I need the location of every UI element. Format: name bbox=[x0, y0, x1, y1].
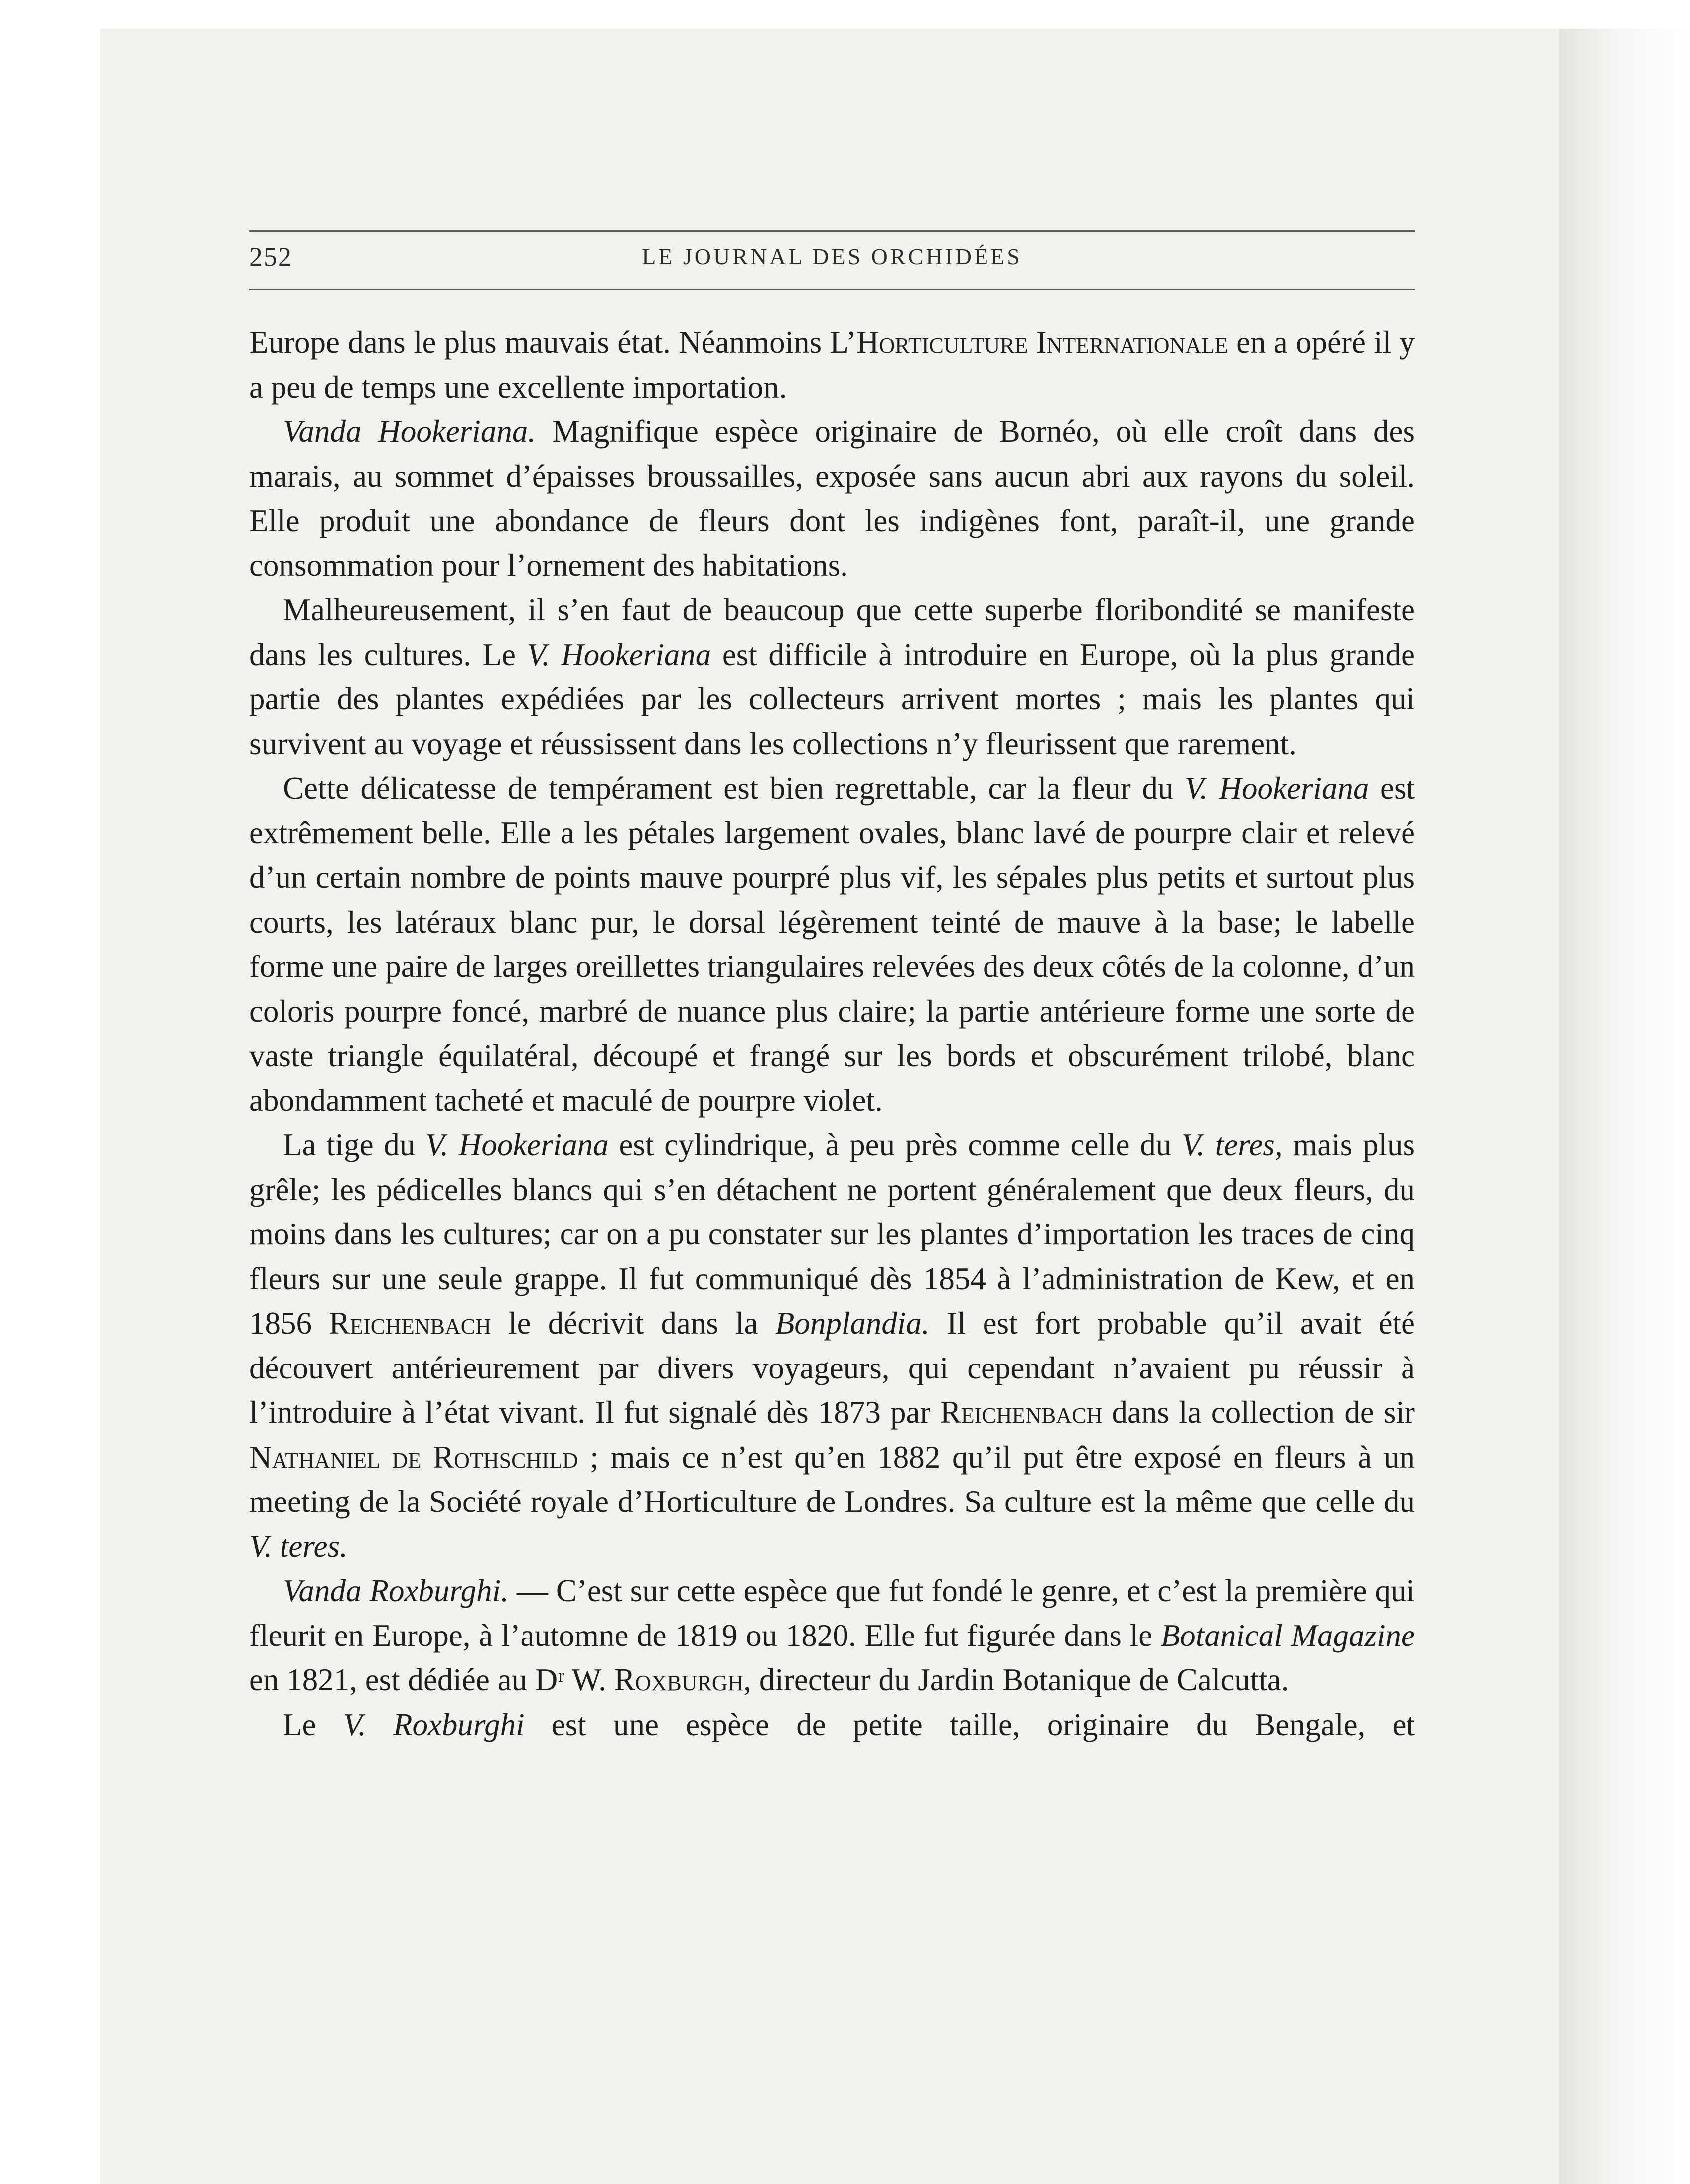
paragraph-roxburghi-description bbox=[249, 1703, 1415, 1748]
italic-term: V. teres, bbox=[1181, 1127, 1283, 1162]
text-run: mais plus grêle; les pédicelles blancs qui s’en détachent ne portent généralement que deux fleurs, du moins dans les cultures; car on a pu constater sur les plantes d’importation les traces de cinq fleurs sur une seule grappe. Il fut communiqué dès 1854 à l’administration de Kew, et en 1856 bbox=[249, 1127, 1415, 1341]
small-caps-name: Nathaniel de Rothschild bbox=[249, 1439, 578, 1475]
text-run: , directeur du Jardin Botanique de Calcutta. bbox=[743, 1662, 1289, 1697]
text-run: dans la collection de sir bbox=[1102, 1395, 1415, 1430]
page-edge-shadow bbox=[1559, 29, 1690, 2184]
paragraph-cultivation bbox=[249, 588, 1415, 766]
paragraph-stem-history bbox=[249, 1123, 1415, 1569]
text-run: le décrivit dans la bbox=[491, 1306, 775, 1341]
running-title: LE JOURNAL DES ORCHIDÉES bbox=[642, 244, 1022, 269]
small-caps-name: Reichenbach bbox=[940, 1395, 1103, 1430]
text-run: est une espèce de petite taille, originaire du Bengale, et bbox=[524, 1707, 1415, 1742]
italic-term: V. Roxburghi bbox=[343, 1707, 525, 1742]
text-run: Magnifique espèce originaire de Bornéo, où elle croît dans des marais, au sommet d’épaisses broussailles, exposée sans aucun abri aux rayons du soleil. Elle produit une abondance de fleurs dont les indigènes font, paraît-il, une grande consommation pour l’ornement des habitations. bbox=[249, 414, 1415, 583]
paragraph-flower-description bbox=[249, 766, 1415, 1123]
text-run: Le bbox=[283, 1707, 343, 1742]
paragraph-vanda-roxburghi bbox=[249, 1569, 1415, 1703]
page-number: 252 bbox=[249, 242, 292, 272]
paragraph-vanda-hookeriana bbox=[249, 410, 1415, 588]
text-run: est extrêmement belle. Elle a les pétales largement ovales, blanc lavé de pourpre clair et relevé d’un certain nombre de points mauve pourpré plus vif, les sépales plus petits et surtout plus courts, les latéraux blanc pur, le dorsal légèrement teinté de mauve à la base; le labelle forme une paire de larges oreillettes triangulaires relevées des deux côtés de la colonne, d’un coloris pourpre foncé, marbré de nuance plus claire; la partie antérieure forme une sorte de vaste triangle équilatéral, découpé et frangé sur les bords et obscurément trilobé, blanc abondamment tacheté et maculé de pourpre violet. bbox=[249, 771, 1415, 1118]
text-run: est cylindrique, à peu près comme celle du bbox=[608, 1127, 1182, 1162]
header-rule-bottom bbox=[249, 289, 1415, 290]
italic-term: V. Hookeriana bbox=[527, 637, 711, 672]
small-caps-name: L’Horticulture Internationale bbox=[830, 325, 1228, 360]
text-run: est difficile à introduire en Europe, où la plus grande partie des plantes expédiées par les collecteurs arrivent mortes ; mais les plantes qui survivent au voyage et réussissent dans les collections n’y fleurissent que rarement. bbox=[249, 637, 1415, 761]
text-run: Cette délicatesse de tempérament est bien regrettable, car la fleur du bbox=[283, 771, 1185, 806]
italic-term: Botanical Magazine bbox=[1160, 1618, 1415, 1653]
text-run: — C’est sur cette espèce que fut fondé le genre, et c’est la première qui fleurit en Europe, à l’automne de 1819 ou 1820. Elle fut figurée dans le bbox=[249, 1573, 1415, 1653]
italic-term: V. teres. bbox=[249, 1528, 348, 1564]
body-text bbox=[249, 320, 1415, 1747]
italic-term: V. Hookeriana bbox=[1184, 771, 1369, 806]
text-run: Europe dans le plus mauvais état. Néanmoins bbox=[249, 325, 830, 360]
small-caps-name: Reichenbach bbox=[329, 1306, 491, 1341]
italic-term: V. Hookeriana bbox=[425, 1127, 609, 1162]
italic-term: Vanda Roxburghi. bbox=[283, 1573, 509, 1608]
text-run: en 1821, est dédiée au Dʳ W. bbox=[249, 1662, 614, 1697]
text-run: en a opéré il y a peu de temps une excellente importation. bbox=[249, 325, 1415, 405]
header-rule-top bbox=[249, 230, 1415, 232]
italic-term: Bonplandia. bbox=[775, 1306, 930, 1341]
text-run: Malheureusement, il s’en faut de beaucoup que cette superbe floribondité se manifeste dans les cultures. Le bbox=[249, 592, 1415, 672]
text-run: Il est fort probable qu’il avait été découvert antérieurement par divers voyageurs, qui cependant n’avaient pu réussir à l’introduire à l’état vivant. Il fut signalé dès 1873 par bbox=[249, 1306, 1415, 1430]
paragraph-continuation bbox=[249, 320, 1415, 410]
text-run: ; mais ce n’est qu’en 1882 qu’il put être exposé en fleurs à un meeting de la Société royale d’Horticulture de Londres. Sa culture est la même que celle du bbox=[249, 1439, 1415, 1519]
text-run: La tige du bbox=[283, 1127, 426, 1162]
small-caps-name: Roxburgh bbox=[614, 1662, 744, 1697]
italic-term: Vanda Hookeriana. bbox=[283, 414, 536, 449]
